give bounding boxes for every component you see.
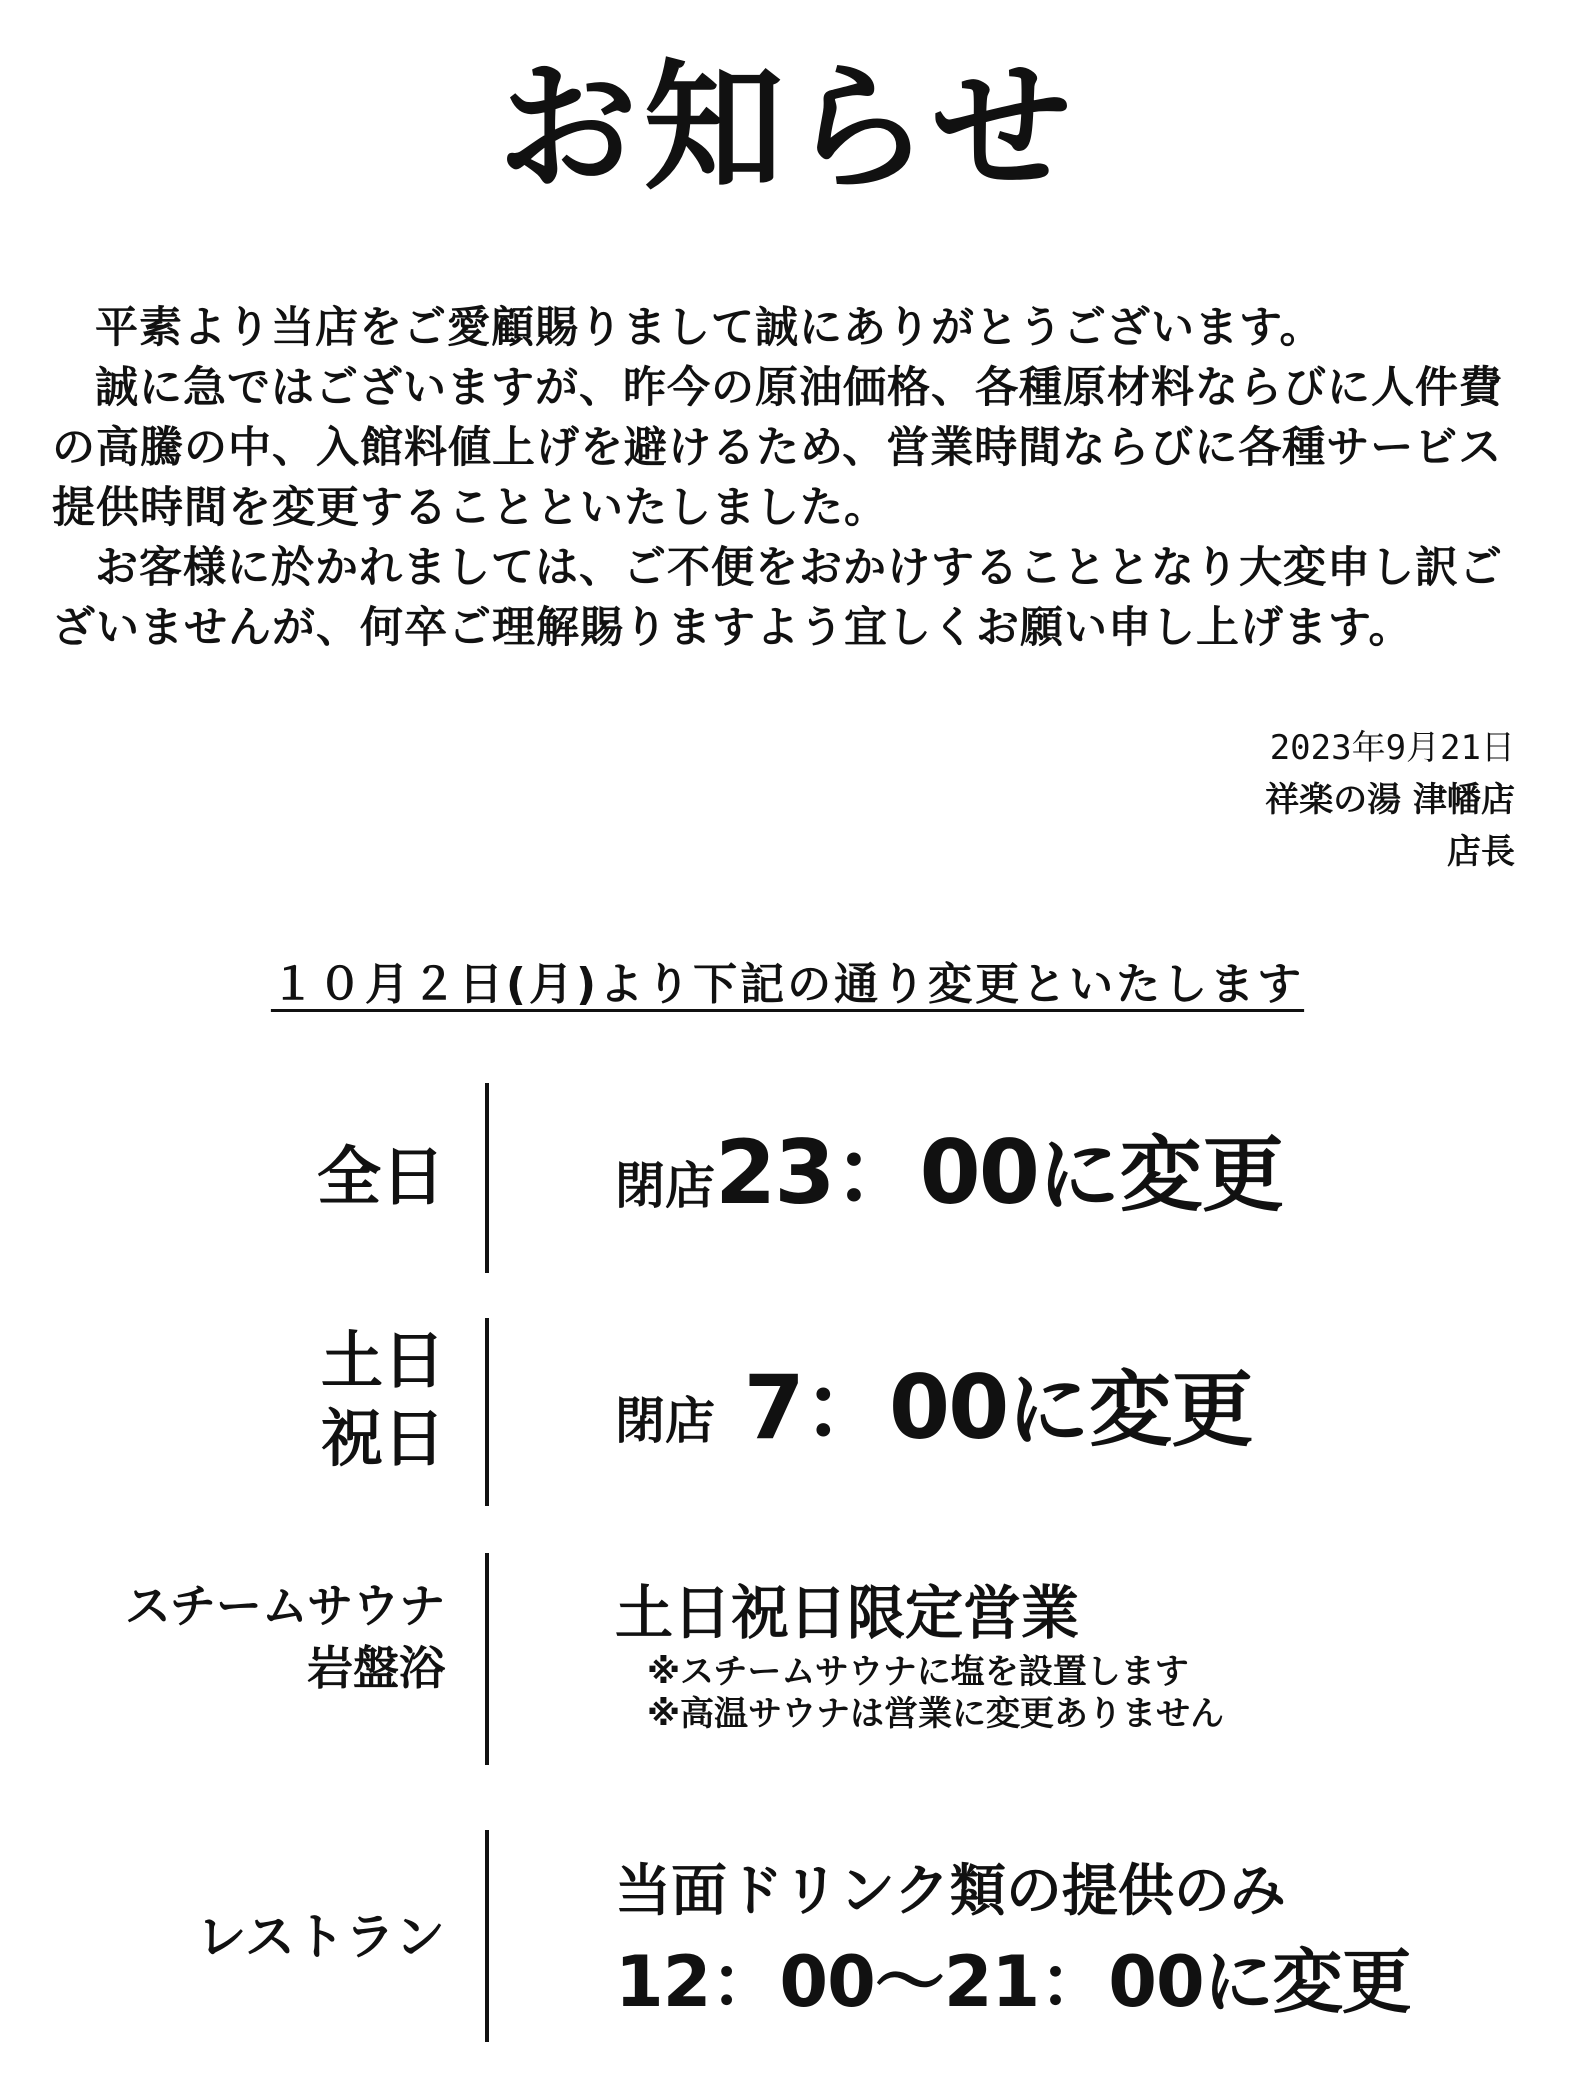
sauna-note: ※スチームサウナに塩を設置します	[647, 1652, 1189, 1692]
row-label	[317, 1143, 445, 1213]
row-label-line: スチームサウナ	[124, 1579, 445, 1633]
closing-prefix: 閉店	[615, 1157, 715, 1215]
change-headline	[0, 948, 1575, 1012]
change-suffix: に変更	[1037, 1128, 1284, 1223]
change-row-sauna	[0, 1553, 1575, 1765]
change-row-restaurant	[0, 1830, 1575, 2042]
row-content	[615, 1852, 1411, 2032]
row-label-line: 土日	[320, 1324, 445, 1397]
signature-block	[1265, 722, 1515, 878]
restaurant-time: 12：00～21：00	[615, 1941, 1204, 2023]
notice-body	[52, 298, 1522, 658]
row-label-line: 全日	[317, 1141, 445, 1215]
notice-date: 2023年9月21日	[1269, 728, 1515, 768]
row-divider	[485, 1318, 489, 1506]
row-content	[615, 1123, 1284, 1248]
row-content	[615, 1358, 1253, 1483]
row-label-line: 祝日	[320, 1402, 445, 1475]
sauna-schedule: 土日祝日限定営業	[615, 1579, 1080, 1647]
opening-prefix: 閉店	[615, 1392, 715, 1450]
row-label-line: 岩盤浴	[307, 1641, 445, 1695]
row-divider	[485, 1830, 489, 2042]
sauna-note: ※高温サウナは営業に変更ありません	[647, 1694, 1225, 1734]
restaurant-service: 当面ドリンク類の提供のみ	[615, 1859, 1286, 1924]
row-label	[321, 1322, 445, 1478]
restaurant-hours	[615, 1932, 1411, 2032]
signer-role: 店長	[1447, 832, 1515, 872]
row-divider	[485, 1083, 489, 1273]
row-content	[615, 1575, 1224, 1735]
reason-paragraph: 誠に急ではございますが、昨今の原油価格、各種原材料ならびに人件費の高騰の中、入館料値上げを避けるため、営業時間ならびに各種サービス提供時間を変更することといたしました。	[52, 363, 1503, 533]
row-divider	[485, 1553, 489, 1765]
change-row-all-days	[0, 1083, 1575, 1273]
greeting-paragraph: 平素より当店をご愛顧賜りまして誠にありがとうございます。	[95, 303, 1324, 353]
row-label-line: レストラン	[196, 1908, 445, 1966]
row-label	[125, 1575, 445, 1699]
page-title: お知らせ	[497, 46, 1078, 210]
change-suffix: に変更	[1007, 1363, 1254, 1458]
opening-time: 7：00	[715, 1356, 1008, 1459]
apology-paragraph: お客様に於かれましては、ご不便をおかけすることとなり大変申し訳ございませんが、何卒ご理解賜りますよう宜しくお願い申し上げます。	[52, 543, 1503, 653]
change-headline-text: １０月２日(月)より下記の通り変更といたします	[270, 959, 1305, 1010]
change-suffix: に変更	[1203, 1941, 1411, 2023]
closing-time: 23：00	[715, 1121, 1038, 1224]
shop-name: 祥楽の湯 津幡店	[1265, 780, 1515, 820]
row-label	[197, 1902, 446, 1972]
change-row-weekend-holiday	[0, 1318, 1575, 1506]
